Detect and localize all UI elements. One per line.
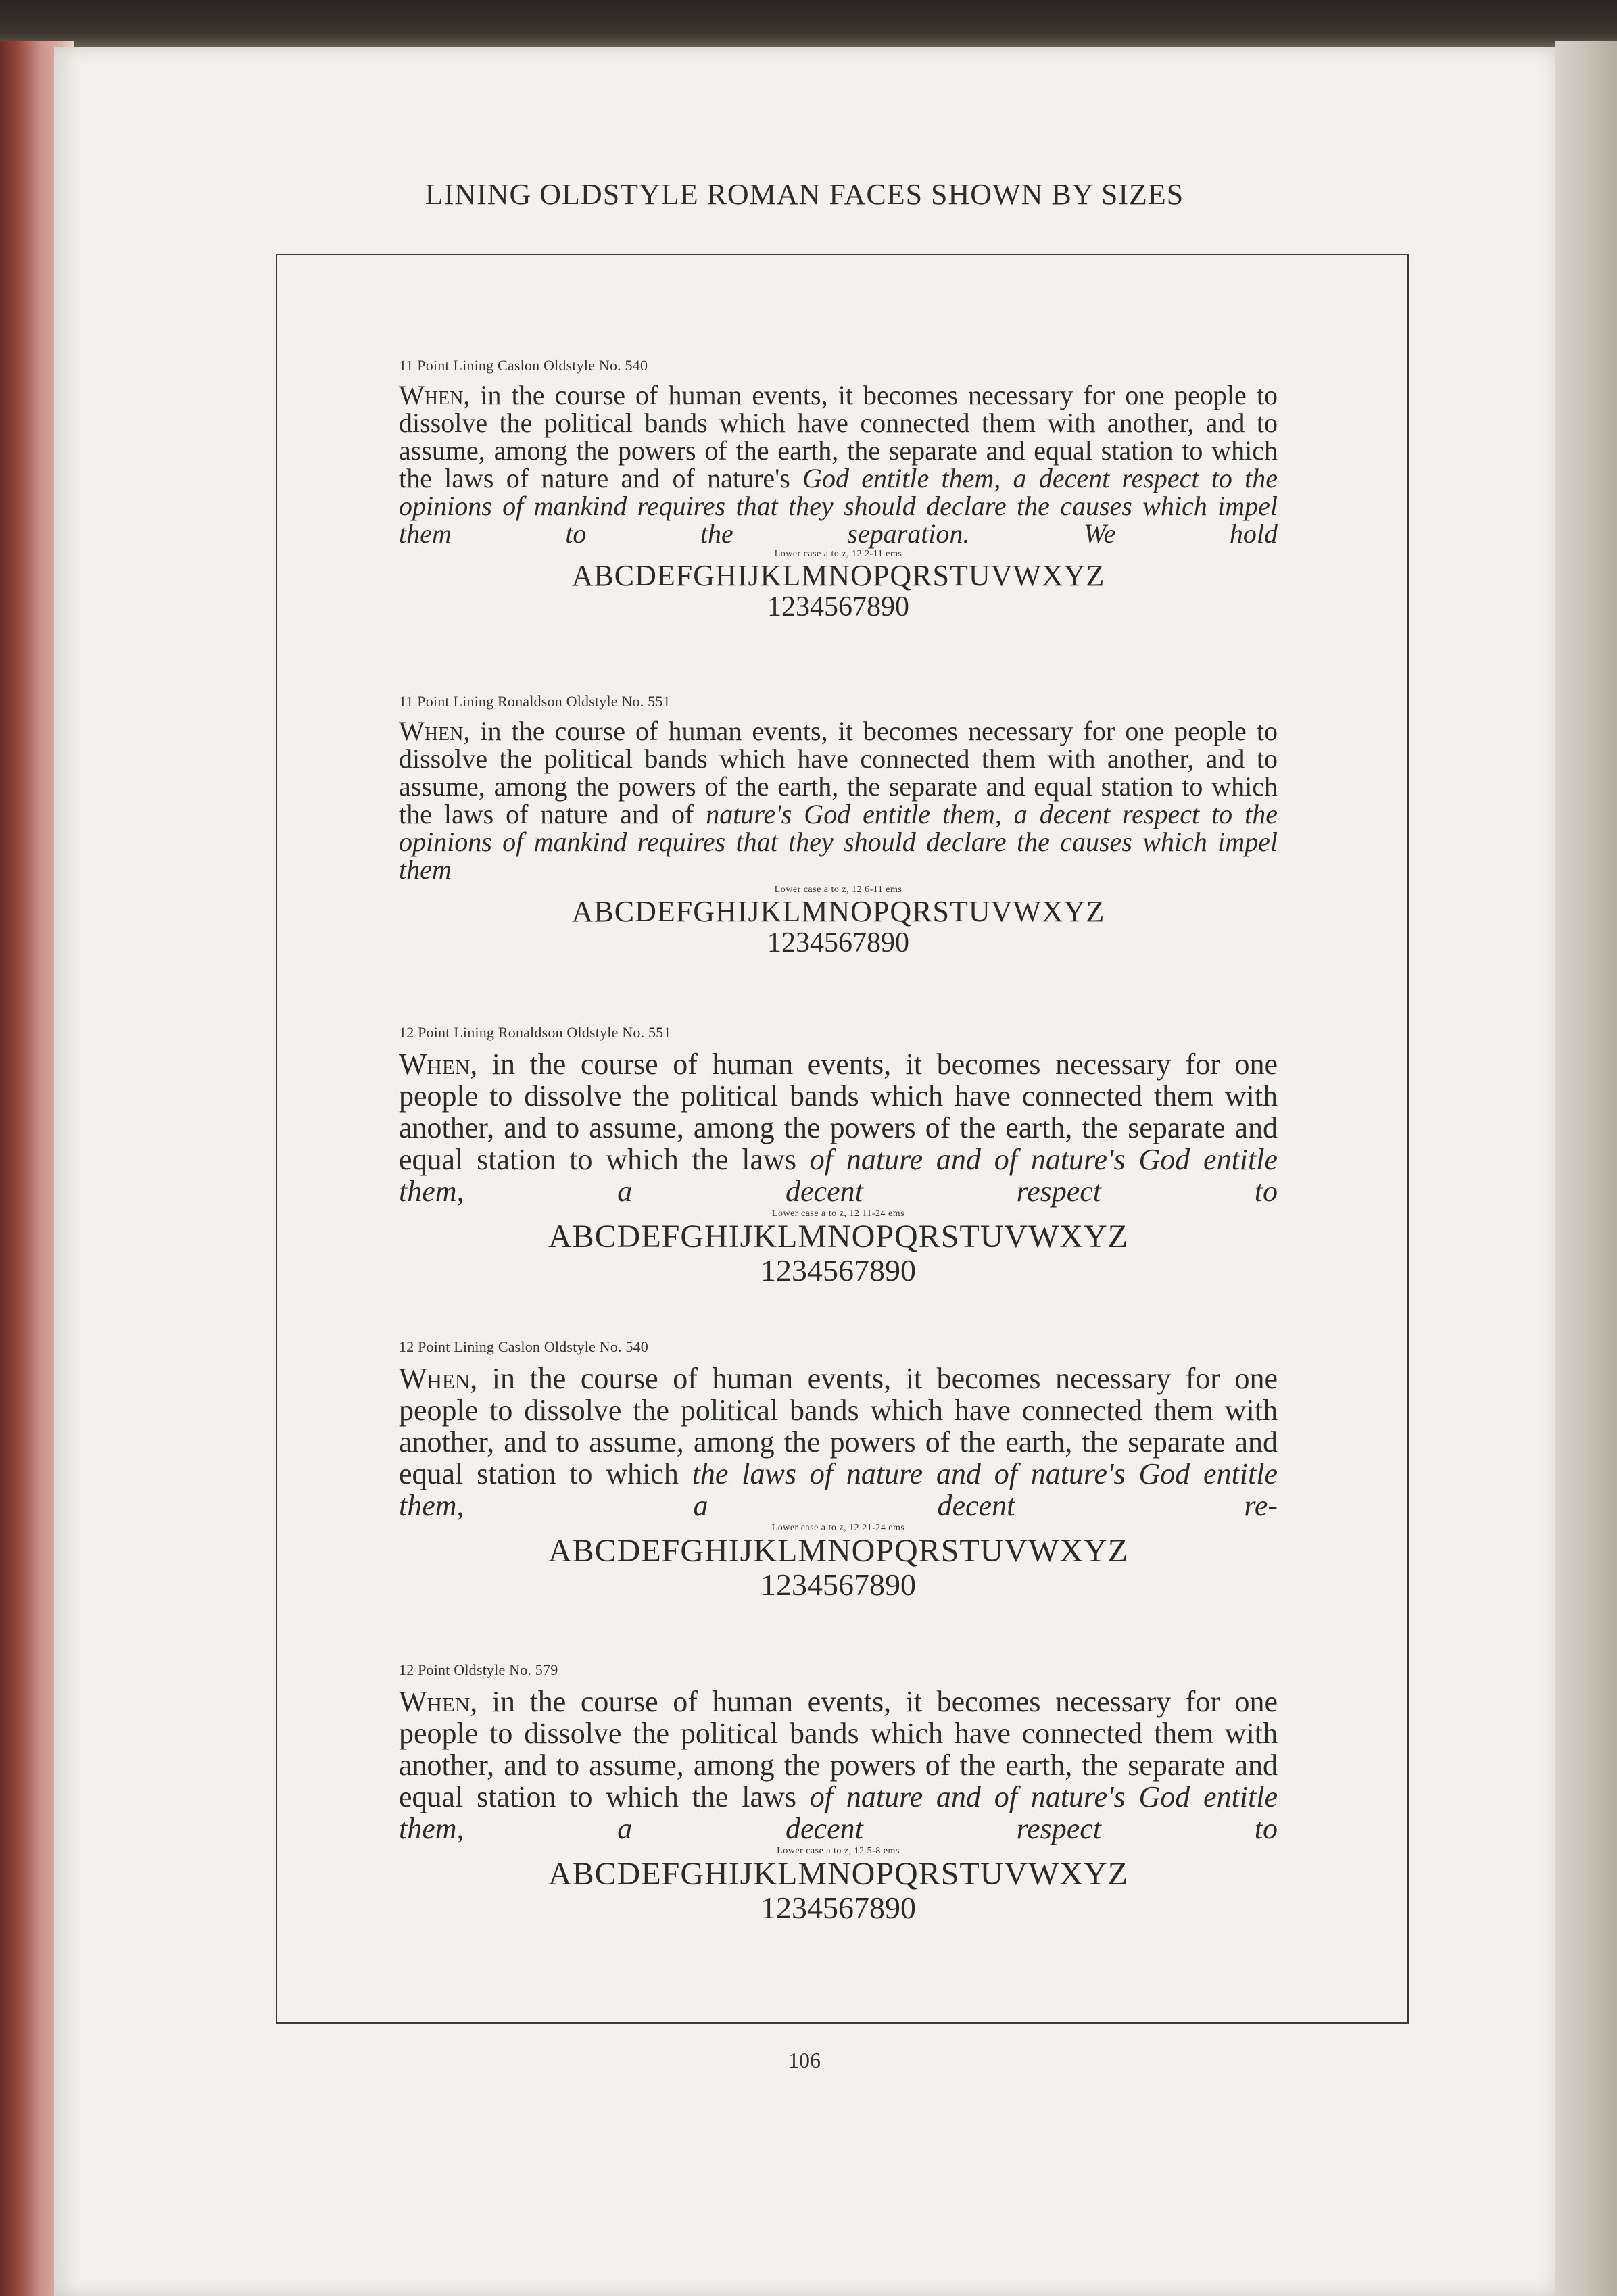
lowercase-note: Lower case a to z, 12 11-24 ems [771, 1208, 905, 1219]
specimen-text [399, 1363, 1278, 1521]
specimen-digits: 1234567890 [761, 1567, 916, 1602]
specimen-italic-text: nature's God entitle them, a decent respect to the opinions of mankind requires that they should declare the causes which impel them [399, 799, 1278, 885]
specimen-text [399, 717, 1278, 883]
specimen-block [399, 357, 1278, 622]
lead-word: When [399, 1685, 470, 1718]
specimen-alphabet: ABCDEFGHIJKLMNOPQRSTUVWXYZ [571, 895, 1105, 928]
specimen-block [399, 693, 1278, 958]
specimen-alphabet: ABCDEFGHIJKLMNOPQRSTUVWXYZ [548, 1533, 1129, 1569]
specimen-digits: 1234567890 [761, 1253, 916, 1288]
lead-word: When [399, 716, 464, 746]
specimen-roman-text: , in the course of human events, it becomes necessary for one people to dissolve the political bands which have connected them with another, and to assume, among the powers of the earth, the separate and equal station to which the laws of nature and of [399, 716, 1278, 829]
lowercase-note: Lower case a to z, 12 6-11 ems [774, 885, 902, 895]
specimen-digits: 1234567890 [761, 1890, 916, 1925]
specimen-label: 12 Point Lining Ronaldson Oldstyle No. 551 [399, 1024, 671, 1041]
specimen-block [399, 1661, 1278, 1924]
lowercase-note: Lower case a to z, 12 21-24 ems [771, 1523, 905, 1533]
lowercase-note: Lower case a to z, 12 2-11 ems [774, 549, 902, 559]
specimen-alphabet: ABCDEFGHIJKLMNOPQRSTUVWXYZ [571, 559, 1105, 592]
book-page-edges-right [1555, 41, 1617, 2296]
specimen-text [399, 1686, 1278, 1845]
specimen-alphabet: ABCDEFGHIJKLMNOPQRSTUVWXYZ [548, 1856, 1129, 1892]
lead-word: When [399, 1362, 470, 1395]
specimen-digits: 1234567890 [767, 591, 909, 622]
page-number: 106 [788, 2048, 821, 2072]
specimen-text [399, 381, 1278, 547]
specimen-label: 12 Point Oldstyle No. 579 [399, 1661, 558, 1678]
specimen-block [399, 1338, 1278, 1601]
specimen-italic-text: God entitle them, a decent respect to the opinions of mankind requires that they should declare the causes which impel them to the separation. We hold [399, 463, 1278, 549]
book-top-edge [0, 0, 1617, 47]
specimen-roman-text: , in the course of human events, it becomes necessary for one people to dissolve the political bands which have connected them with another, and to assume, among the powers of the earth, the separate and equal station to which [399, 1362, 1278, 1490]
specimen-text [399, 1048, 1278, 1207]
specimen-alphabet: ABCDEFGHIJKLMNOPQRSTUVWXYZ [548, 1219, 1129, 1254]
specimen-roman-text: , in the course of human events, it becomes necessary for one people to dissolve the political bands which have connected them with another, and to assume, among the powers of the earth, the separate and equal station to which the laws of nature and of nature's [399, 380, 1278, 493]
specimen-italic-text: of nature and of nature's God entitle them, a decent respect to [399, 1780, 1278, 1845]
specimen-italic-text: of nature and of nature's God entitle them, a decent respect to [399, 1143, 1278, 1208]
specimen-label: 12 Point Lining Caslon Oldstyle No. 540 [399, 1338, 648, 1355]
specimen-digits: 1234567890 [767, 927, 909, 958]
specimen-italic-text: the laws of nature and of nature's God entitle them, a decent re- [399, 1457, 1278, 1522]
specimen-label: 11 Point Lining Ronaldson Oldstyle No. 551 [399, 693, 671, 710]
specimen-label: 11 Point Lining Caslon Oldstyle No. 540 [399, 357, 648, 374]
lead-word: When [399, 1048, 470, 1081]
running-head: LINING OLDSTYLE ROMAN FACES SHOWN BY SIZES [425, 178, 1184, 211]
specimen-block [399, 1024, 1278, 1287]
specimen-roman-text: , in the course of human events, it becomes necessary for one people to dissolve the political bands which have connected them with another, and to assume, among the powers of the earth, the separate and equal station to which the laws [399, 1048, 1278, 1176]
lowercase-note: Lower case a to z, 12 5-8 ems [777, 1846, 900, 1856]
lead-word: When [399, 380, 464, 410]
specimen-roman-text: , in the course of human events, it becomes necessary for one people to dissolve the political bands which have connected them with another, and to assume, among the powers of the earth, the separate and equal station to which the laws [399, 1685, 1278, 1813]
